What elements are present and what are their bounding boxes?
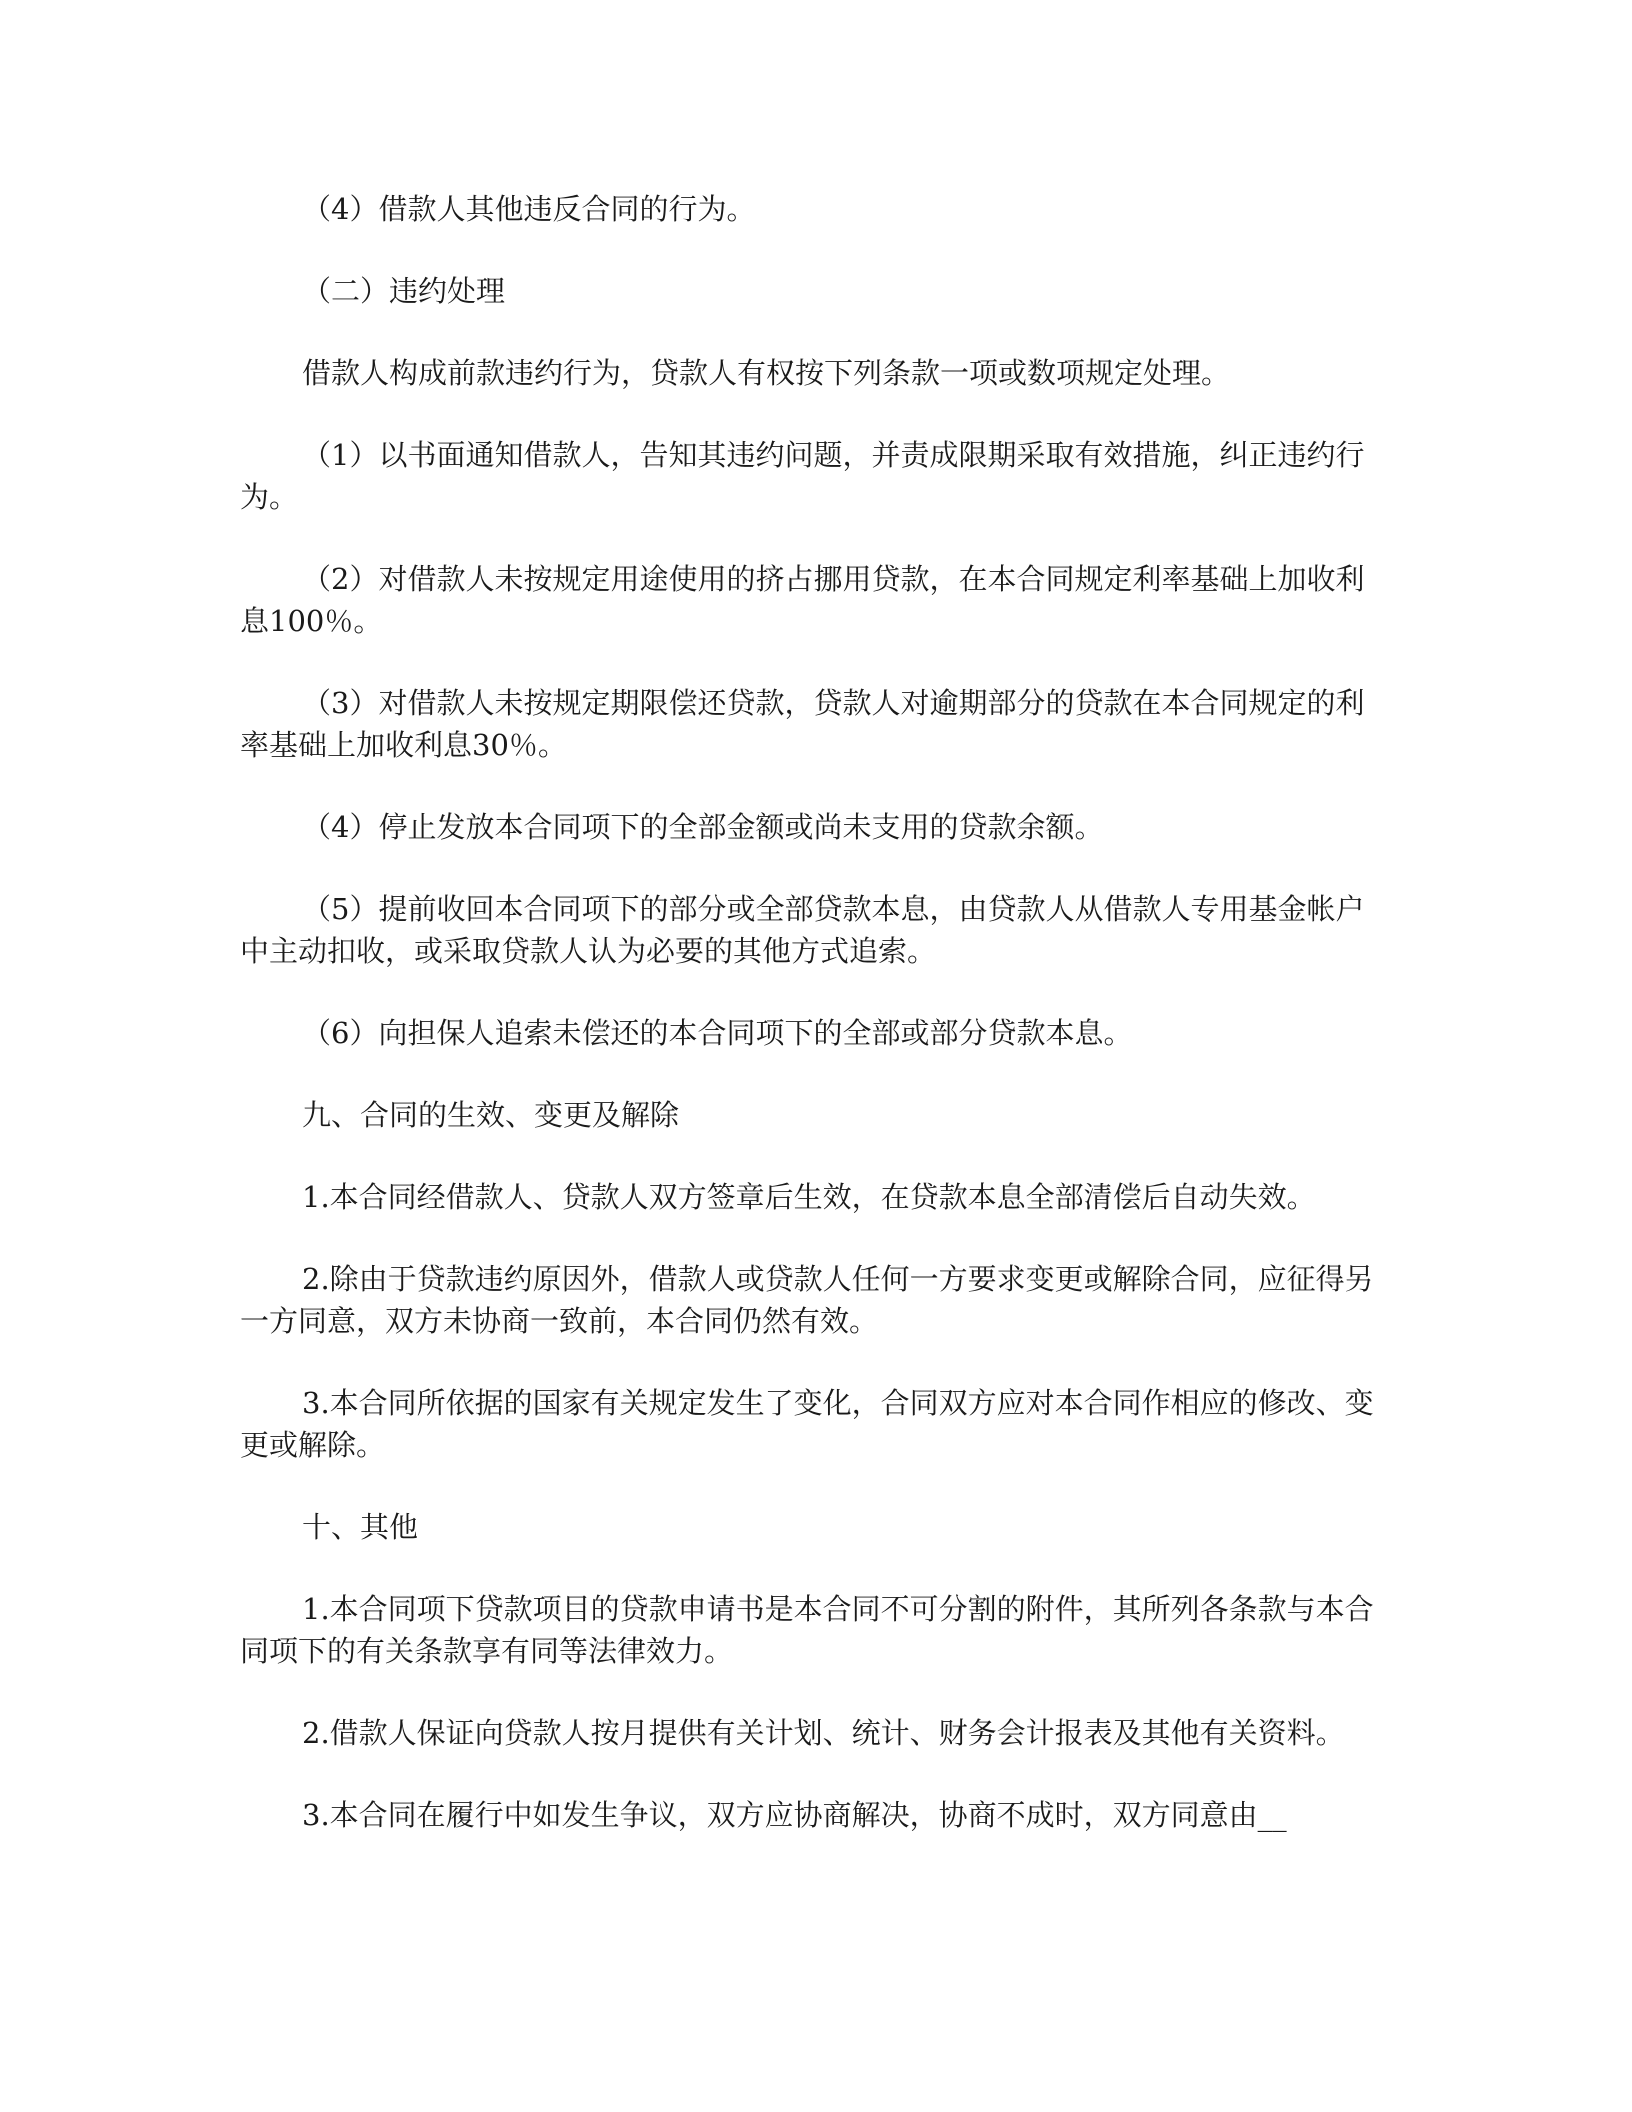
paragraph-other-3: 3.本合同在履行中如发生争议，双方应协商解决，协商不成时，双方同意由__ xyxy=(302,1798,1287,1832)
section-heading-effectiveness: 九、合同的生效、变更及解除 xyxy=(302,1098,680,1132)
paragraph-other-2: 2.借款人保证向贷款人按月提供有关计划、统计、财务会计报表及其他有关资料。 xyxy=(302,1716,1345,1750)
paragraph-handling-3: （3）对借款人未按规定期限偿还贷款，贷款人对逾期部分的贷款在本合同规定的利率基础上加收利息30％。 xyxy=(240,686,1365,762)
paragraph-effect-3: 3.本合同所依据的国家有关规定发生了变化，合同双方应对本合同作相应的修改、变更或解除。 xyxy=(240,1386,1374,1462)
paragraph-handling-2: （2）对借款人未按规定用途使用的挤占挪用贷款，在本合同规定利率基础上加收利息100％。 xyxy=(240,562,1365,638)
section-heading-other: 十、其他 xyxy=(302,1510,419,1544)
paragraph-breach-intro: 借款人构成前款违约行为，贷款人有权按下列条款一项或数项规定处理。 xyxy=(302,356,1231,390)
paragraph-handling-6: （6）向担保人追索未偿还的本合同项下的全部或部分贷款本息。 xyxy=(302,1016,1133,1050)
paragraph-handling-1: （1）以书面通知借款人，告知其违约问题，并责成限期采取有效措施，纠正违约行为。 xyxy=(240,438,1365,514)
document-body xyxy=(240,188,1388,1876)
section-heading-breach-handling: （二）违约处理 xyxy=(302,274,506,308)
paragraph-effect-1: 1.本合同经借款人、贷款人双方签章后生效，在贷款本息全部清偿后自动失效。 xyxy=(302,1180,1316,1214)
paragraph-other-1: 1.本合同项下贷款项目的贷款申请书是本合同不可分割的附件，其所列各条款与本合同项下的有关条款享有同等法律效力。 xyxy=(240,1592,1374,1668)
paragraph-effect-2: 2.除由于贷款违约原因外，借款人或贷款人任何一方要求变更或解除合同，应征得另一方同意，双方未协商一致前，本合同仍然有效。 xyxy=(240,1262,1374,1338)
paragraph-handling-5: （5）提前收回本合同项下的部分或全部贷款本息，由贷款人从借款人专用基金帐户中主动扣收，或采取贷款人认为必要的其他方式追索。 xyxy=(240,892,1365,968)
paragraph-handling-4: （4）停止发放本合同项下的全部金额或尚未支用的贷款余额。 xyxy=(302,810,1104,844)
paragraph-item-4: （4）借款人其他违反合同的行为。 xyxy=(302,192,756,226)
